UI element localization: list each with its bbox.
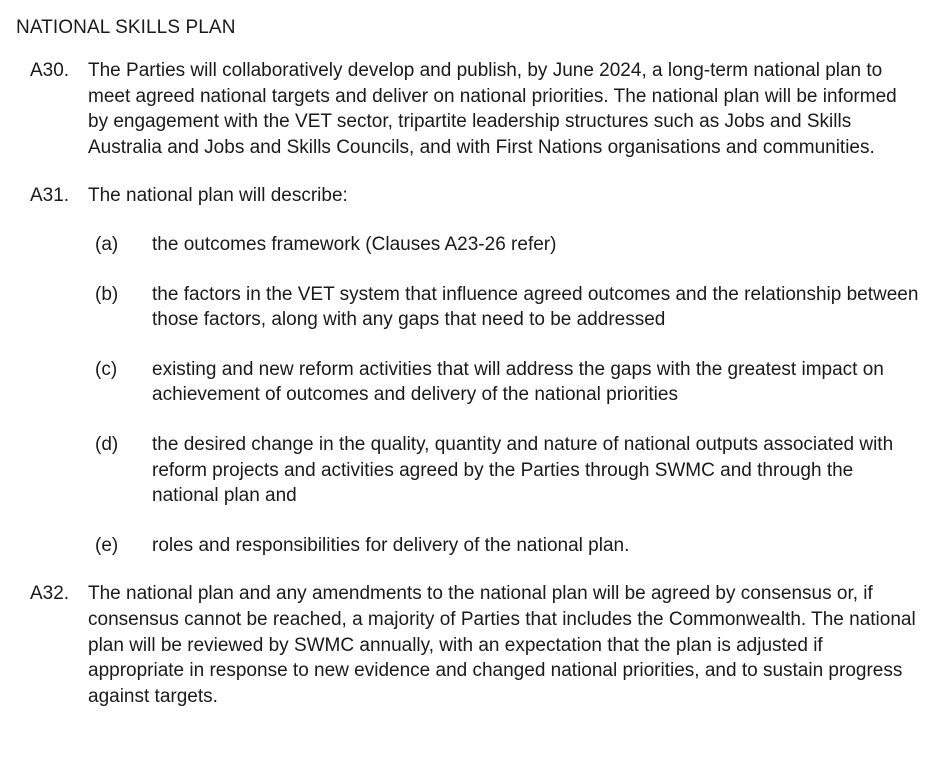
subitem-text: the factors in the VET system that influence agreed outcomes and the relationship between those factors, along with any gaps that need to be addressed (152, 283, 919, 331)
subitem-label: (e) (95, 534, 119, 556)
subitem-label: (d) (95, 433, 119, 455)
subitem-text: the outcomes framework (Clauses A23-26 refer) (152, 233, 557, 255)
subitem-label: (b) (95, 283, 119, 305)
subitem-c (95, 357, 922, 408)
subitem-label: (a) (95, 233, 119, 255)
clause-text: The national plan will describe: (88, 185, 348, 207)
section-heading: NATIONAL SKILLS PLAN (16, 17, 236, 38)
subitem-b (95, 282, 922, 333)
clause-number: A30. (30, 60, 70, 81)
subitem-a (95, 232, 922, 258)
clause-number: A31. (30, 185, 70, 207)
clause-a31 (30, 183, 922, 209)
subitem-d (95, 432, 922, 509)
subitem-label: (c) (95, 358, 118, 380)
clause-number: A32. (30, 583, 70, 605)
subitem-list (95, 232, 922, 558)
clause-text: The Parties will collaboratively develop and publish, by June 2024, a long-term national plan to meet agreed national targets and deliver on national priorities. The national plan will be informed by engagement with the VET sector, tripartite leadership structures such as Jobs and Skills Australia and Jobs and Skills Councils, and with First Nations organisations and communities. (88, 60, 897, 158)
subitem-text: roles and responsibilities for delivery of the national plan. (152, 534, 630, 556)
subitem-text: the desired change in the quality, quantity and nature of national outputs associated with reform projects and activities agreed by the Parties through SWMC and through the national plan and (152, 433, 894, 507)
subitem-e (95, 533, 922, 559)
clause-a30 (30, 58, 922, 160)
subitem-text: existing and new reform activities that will address the gaps with the greatest impact on achievement of outcomes and delivery of the national priorities (152, 358, 884, 406)
clause-a32 (30, 581, 922, 709)
clause-text: The national plan and any amendments to the national plan will be agreed by consensus or, if consensus cannot be reached, a majority of Parties that includes the Commonwealth. The national plan will be reviewed by SWMC annually, with an expectation that the plan is adjusted if appropriate in response to new evidence and changed national priorities, and to sustain progress against targets. (88, 583, 916, 707)
